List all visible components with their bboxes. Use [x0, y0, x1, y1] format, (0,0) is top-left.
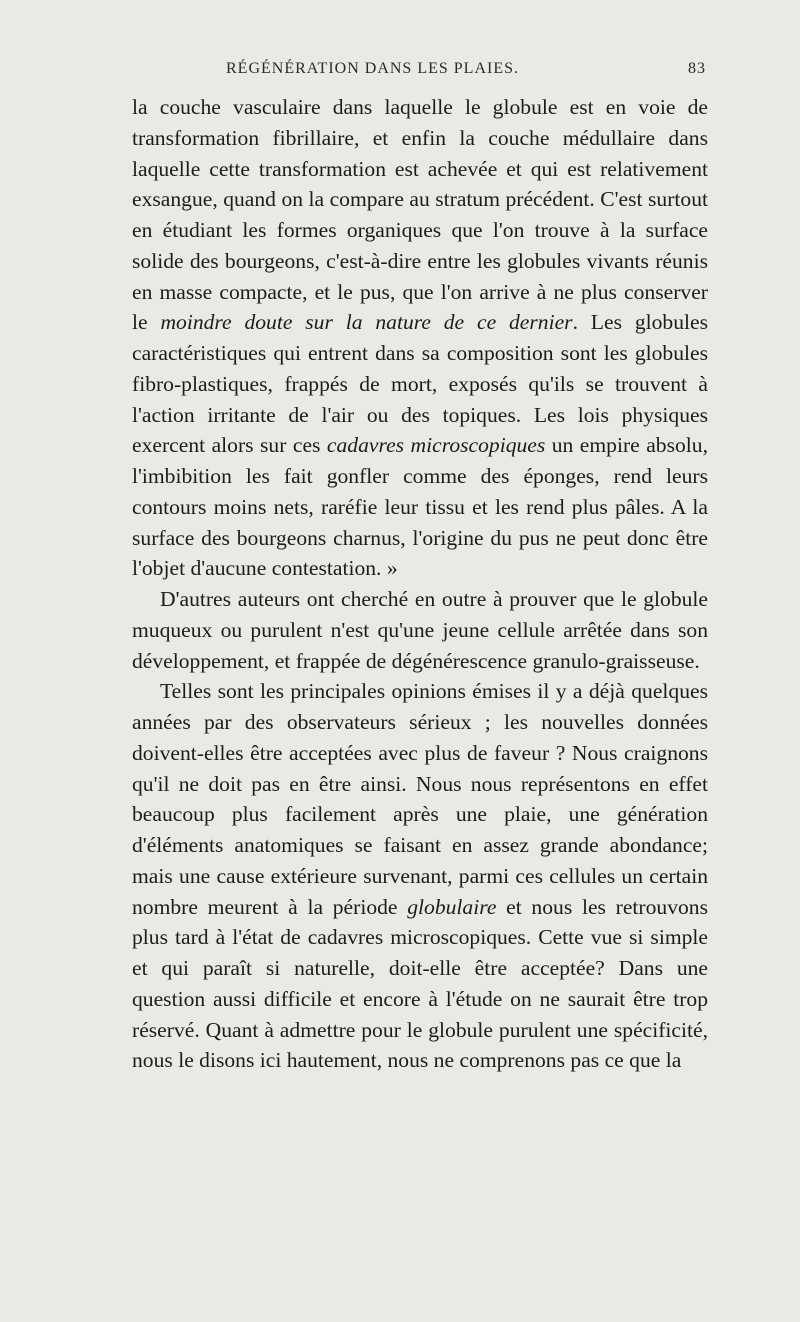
- running-title: RÉGÉNÉRATION DANS LES PLAIES.: [226, 60, 519, 77]
- body-text: [132, 92, 708, 1076]
- paragraph: [132, 584, 708, 676]
- paragraph: [132, 676, 708, 1076]
- italic-segment: moindre doute sur la nature de ce dernier: [160, 310, 573, 335]
- text-segment: . Les globules caractéristiques qui entrent dans sa composition sont les globules fibro-plastiques, frappés de mort, exposés qu'ils se trouvent à l'action irritante de l'air ou des topiques. Les lois physiques exercent alors sur ces: [132, 310, 708, 458]
- paragraph: [132, 92, 708, 584]
- text-segment: un empire absolu, l'imbibition les fait gonfler comme des éponges, rend leurs contours moins nets, raréfie leur tissu et les rend plus pâles. A la surface des bourgeons charnus, l'origine du pus ne peut donc être l'objet d'aucune contestation. »: [132, 433, 708, 581]
- text-segment: et nous les retrouvons plus tard à l'état de cadavres microscopiques. Cette vue si simple et qui paraît si naturelle, doit-elle être acceptée? Dans une question aussi difficile et encore à l'étude on ne saurait être trop réservé. Quant à admettre pour le globule purulent une spécificité, nous le disons ici hautement, nous ne comprenons pas ce que la: [132, 894, 709, 1073]
- italic-segment: globulaire: [407, 894, 497, 919]
- text-segment: Telles sont les principales opinions émises il y a déjà quelques années par des observateurs sérieux ; les nouvelles données doivent-elles être acceptées avec plus de faveur ? Nous craignons qu'il ne doit pas en être ainsi. Nous nous représentons en effet beaucoup plus facilement après une plaie, une génération d'éléments anatomiques se faisant en assez grande abondance; mais une cause extérieure survenant, parmi ces cellules un certain nombre meurent à la période: [132, 679, 708, 919]
- running-head: [226, 60, 706, 78]
- text-segment: la couche vasculaire dans laquelle le globule est en voie de transformation fibrillaire, et enfin la couche médullaire dans laquelle cette transformation est achevée et qui est relativement exsangue, quand on la compare au stratum précédent. C'est surtout en étudiant les formes organiques que l'on trouve à la surface solide des bourgeons, c'est-à-dire entre les globules vivants réunis en masse compacte, et le pus, que l'on arrive à ne plus conserver le: [132, 95, 708, 335]
- page-number: 83: [688, 60, 706, 77]
- text-segment: D'autres auteurs ont cherché en outre à prouver que le globule muqueux ou purulent n'est qu'une jeune cellule arrêtée dans son développement, et frappée de dégénérescence granulo-graisseuse.: [132, 587, 708, 673]
- italic-segment: cadavres microscopiques: [326, 433, 546, 458]
